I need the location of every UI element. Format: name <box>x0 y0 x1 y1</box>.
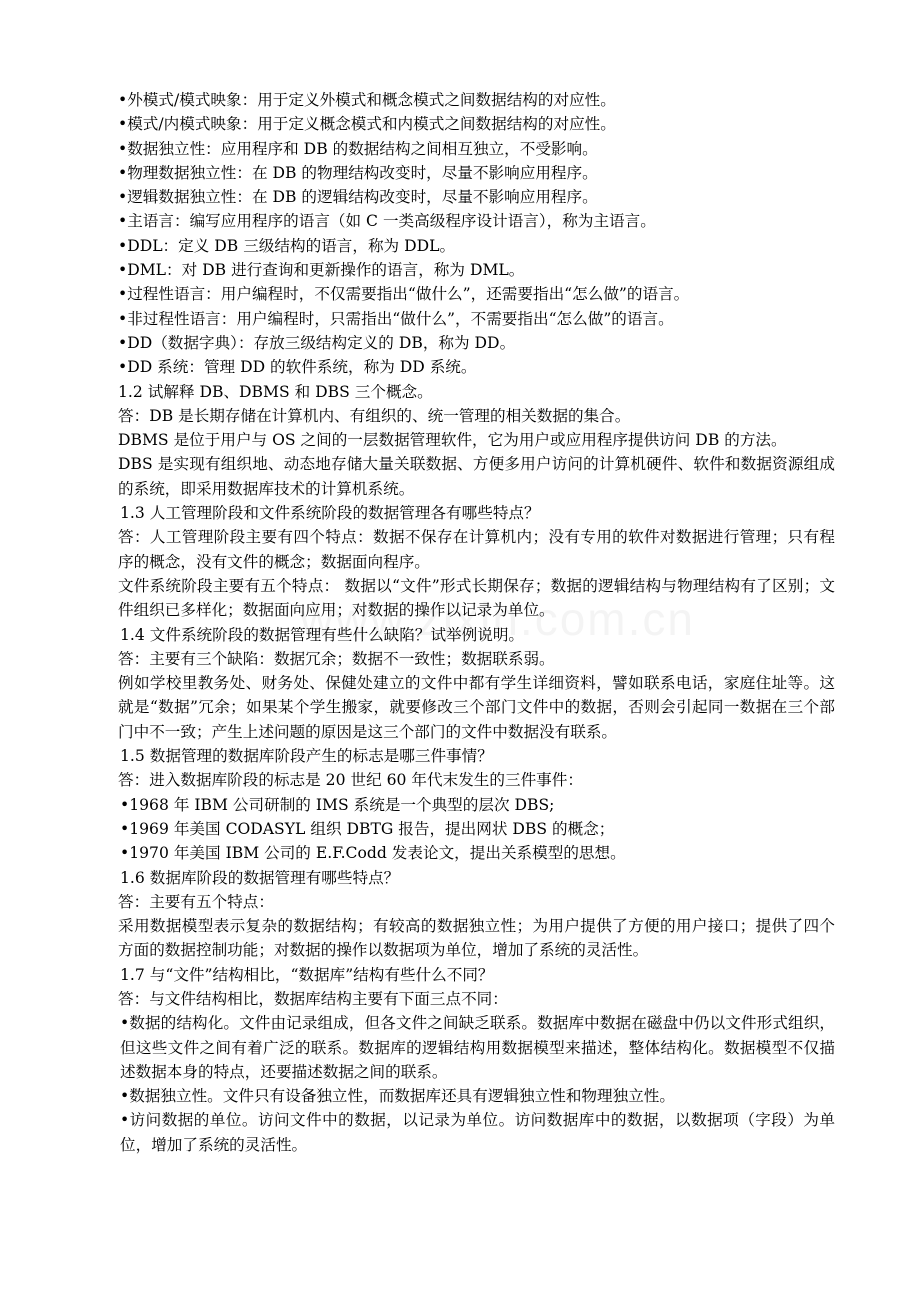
question-1-3: 1.3 人工管理阶段和文件系统阶段的数据管理各有哪些特点？ <box>120 504 540 523</box>
answer-1-2-db: 答：DB 是长期存储在计算机内、有组织的、统一管理的相关数据的集合。 <box>118 406 631 425</box>
answer-1-2-dbs: DBS 是实现有组织地、动态地存储大量关联数据、方便多用户访问的计算机硬件、软件和数据资源组成的系统，即采用数据库技术的计算机系统。 <box>118 455 835 498</box>
bullet-physical-independence: •物理数据独立性：在 DB 的物理结构改变时，尽量不影响应用程序。 <box>118 163 598 182</box>
answer-1-4: 答：主要有三个缺陷：数据冗余；数据不一致性；数据联系弱。 <box>118 649 555 668</box>
bullet-procedural-language: •过程性语言：用户编程时，不仅需要指出“做什么”，还需要指出“怎么做”的语言。 <box>118 285 690 304</box>
question-1-2: 1.2 试解释 DB、DBMS 和 DBS 三个概念。 <box>118 382 433 401</box>
bullet-data-independence: •数据独立性：应用程序和 DB 的数据结构之间相互独立，不受影响。 <box>118 139 598 158</box>
answer-1-7-structure: •数据的结构化。文件由记录组成，但各文件之间缺乏联系。数据库中数据在磁盘中仍以文件形式组织，但这些文件之间有着广泛的联系。数据库的逻辑结构用数据模型来描述，整体结构化。数据模型不仅描述数据本身的特点，还要描述数据之间的联系。 <box>120 1014 835 1081</box>
document-body <box>90 88 835 1157</box>
bullet-nonprocedural-language: •非过程性语言：用户编程时，只需指出“做什么”，不需要指出“怎么做”的语言。 <box>118 309 674 328</box>
question-1-4: 1.4 文件系统阶段的数据管理有些什么缺陷？试举例说明。 <box>120 625 525 644</box>
bullet-dml: •DML：对 DB 进行查询和更新操作的语言，称为 DML。 <box>118 261 525 280</box>
bullet-data-dictionary: •DD（数据字典）：存放三级结构定义的 DB，称为 DD。 <box>118 333 516 352</box>
answer-1-6-details: 采用数据模型表示复杂的数据结构；有较高的数据独立性；为用户提供了方便的用户接口；提供了四个方面的数据控制功能；对数据的操作以数据项为单位，增加了系统的灵活性。 <box>118 917 835 960</box>
question-1-6: 1.6 数据库阶段的数据管理有哪些特点？ <box>120 868 400 887</box>
answer-1-2-dbms: DBMS 是位于用户与 OS 之间的一层数据管理软件，它为用户或应用程序提供访问 DB 的方法。 <box>118 431 787 450</box>
bullet-ddl: •DDL：定义 DB 三级结构的语言，称为 DDL。 <box>118 236 456 255</box>
answer-1-7: 答：与文件结构相比，数据库结构主要有下面三点不同： <box>118 989 508 1008</box>
answer-1-7-access-unit: •访问数据的单位。访问文件中的数据，以记录为单位。访问数据库中的数据，以数据项（字段）为单位，增加了系统的灵活性。 <box>120 1111 835 1154</box>
bullet-internal-schema-mapping: •模式/内模式映象：用于定义概念模式和内模式之间数据结构的对应性。 <box>118 115 616 134</box>
answer-1-5: 答：进入数据库阶段的标志是 20 世纪 60 年代末发生的三件事件： <box>118 771 583 790</box>
answer-1-5-item-1970: •1970 年美国 IBM 公司的 E.F.Codd 发表论文，提出关系模型的思想。 <box>120 844 626 863</box>
bullet-logical-independence: •逻辑数据独立性：在 DB 的逻辑结构改变时，尽量不影响应用程序。 <box>118 188 598 207</box>
answer-1-6: 答：主要有五个特点： <box>118 892 274 911</box>
question-1-7: 1.7 与“文件”结构相比，“数据库”结构有些什么不同？ <box>120 965 494 984</box>
answer-1-3-filesystem: 文件系统阶段主要有五个特点： 数据以“文件”形式长期保存；数据的逻辑结构与物理结构有了区别；文件组织已多样化；数据面向应用；对数据的操作以记录为单位。 <box>118 576 835 620</box>
answer-1-7-independence: •数据独立性。文件只有设备独立性，而数据库还具有逻辑独立性和物理独立性。 <box>120 1087 675 1106</box>
bullet-external-schema-mapping: •外模式/模式映象：用于定义外模式和概念模式之间数据结构的对应性。 <box>118 91 616 109</box>
answer-1-4-example: 例如学校里教务处、财务处、保健处建立的文件中都有学生详细资料，譬如联系电话，家庭住址等。这就是“数据”冗余；如果某个学生搬家，就要修改三个部门文件中的数据，否则会引起同一数据在三个部门中不一致；产生上述问题的原因是这三个部门的文件中数据没有联系。 <box>118 674 835 741</box>
answer-1-5-item-1968: •1968 年 IBM 公司研制的 IMS 系统是一个典型的层次 DBS; <box>120 795 555 814</box>
bullet-dd-system: •DD 系统：管理 DD 的软件系统，称为 DD 系统。 <box>118 358 477 377</box>
answer-1-5-item-1969: •1969 年美国 CODASYL 组织 DBTG 报告，提出网状 DBS 的概念； <box>120 819 615 838</box>
bullet-host-language: •主语言：编写应用程序的语言（如 C 一类高级程序设计语言），称为主语言。 <box>118 212 656 231</box>
answer-1-3-manual: 答：人工管理阶段主要有四个特点：数据不保存在计算机内；没有专用的软件对数据进行管理；只有程序的概念，没有文件的概念；数据面向程序。 <box>118 528 835 571</box>
question-1-5: 1.5 数据管理的数据库阶段产生的标志是哪三件事情？ <box>120 747 493 766</box>
